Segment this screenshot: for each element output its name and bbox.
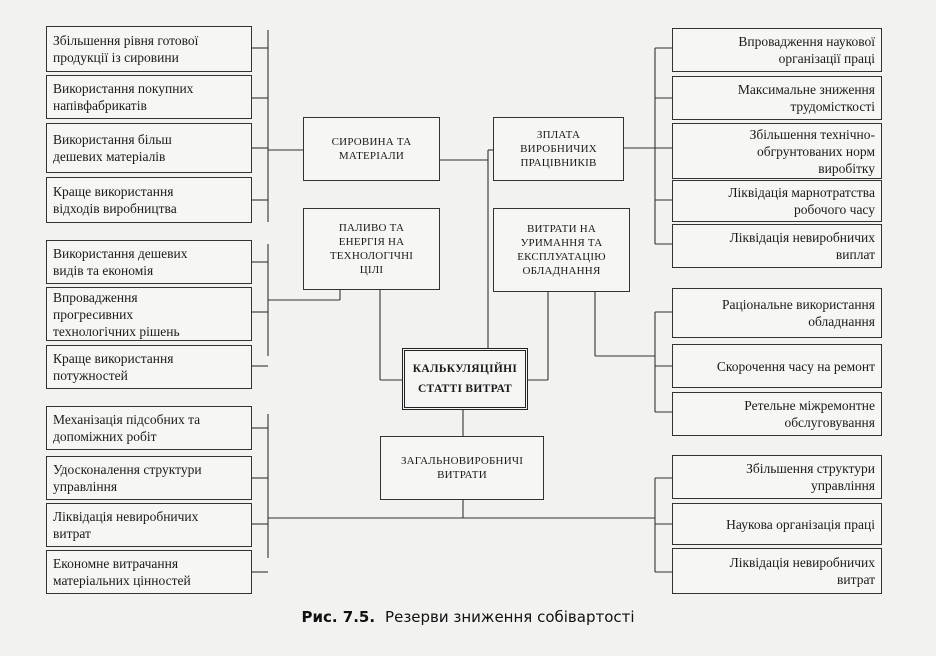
left-item-overhead-3: Ліквідація невиробничих витрат — [46, 503, 252, 547]
left-item-raw-4: Краще використання відходів виробництва — [46, 177, 252, 223]
left-item-raw-2: Використання покупних напівфабрикатів — [46, 75, 252, 119]
figure-number: Рис. 7.5. — [301, 608, 376, 626]
center-wages: ЗПЛАТА ВИРОБНИЧИХ ПРАЦІВНИКІВ — [493, 117, 624, 181]
right-item-equipment-3: Ретельне міжремонтне обслуговування — [672, 392, 882, 436]
left-item-raw-1: Збільшення рівня готової продукції із сировини — [46, 26, 252, 72]
left-item-fuel-3: Краще використання потужностей — [46, 345, 252, 389]
center-fuel-energy: ПАЛИВО ТА ЕНЕРГІЯ НА ТЕХНОЛОГІЧНІ ЦІЛІ — [303, 208, 440, 290]
center-raw-materials: СИРОВИНА ТА МАТЕРІАЛИ — [303, 117, 440, 181]
left-item-overhead-2: Удосконалення структури управління — [46, 456, 252, 500]
right-item-overhead-3: Ліквідація невиробничих витрат — [672, 548, 882, 594]
right-item-wages-4: Ліквідація марнотратства робочого часу — [672, 180, 882, 222]
right-item-wages-5: Ліквідація невиробничих виплат — [672, 224, 882, 268]
center-overhead: ЗАГАЛЬНОВИРОБНИЧІ ВИТРАТИ — [380, 436, 544, 500]
right-item-wages-2: Максимальне зниження трудомісткості — [672, 76, 882, 120]
right-item-equipment-2: Скорочення часу на ремонт — [672, 344, 882, 388]
figure-caption — [0, 608, 936, 626]
left-item-overhead-4: Економне витрачання матеріальних цінностей — [46, 550, 252, 594]
right-item-overhead-1: Збільшення структури управління — [672, 455, 882, 499]
left-item-fuel-2: Впровадження прогресивних технологічних рішень — [46, 287, 252, 341]
left-item-overhead-1: Механізація підсобних та допоміжних робіт — [46, 406, 252, 450]
center-main: КАЛЬКУЛЯЦІЙНІ СТАТТІ ВИТРАТ — [402, 348, 528, 410]
right-item-wages-1: Впровадження наукової організації праці — [672, 28, 882, 72]
figure-title: Резерви зниження собівартості — [385, 608, 635, 626]
right-item-overhead-2: Наукова організація праці — [672, 503, 882, 545]
left-item-raw-3: Використання більш дешевих матеріалів — [46, 123, 252, 173]
right-item-equipment-1: Раціональне використання обладнання — [672, 288, 882, 338]
center-equipment: ВИТРАТИ НА УРИМАННЯ ТА ЕКСПЛУАТАЦІЮ ОБЛАДНАННЯ — [493, 208, 630, 292]
right-item-wages-3: Збільшення технічно- обгрунтованих норм виробітку — [672, 123, 882, 179]
left-item-fuel-1: Використання дешевих видів та економія — [46, 240, 252, 284]
